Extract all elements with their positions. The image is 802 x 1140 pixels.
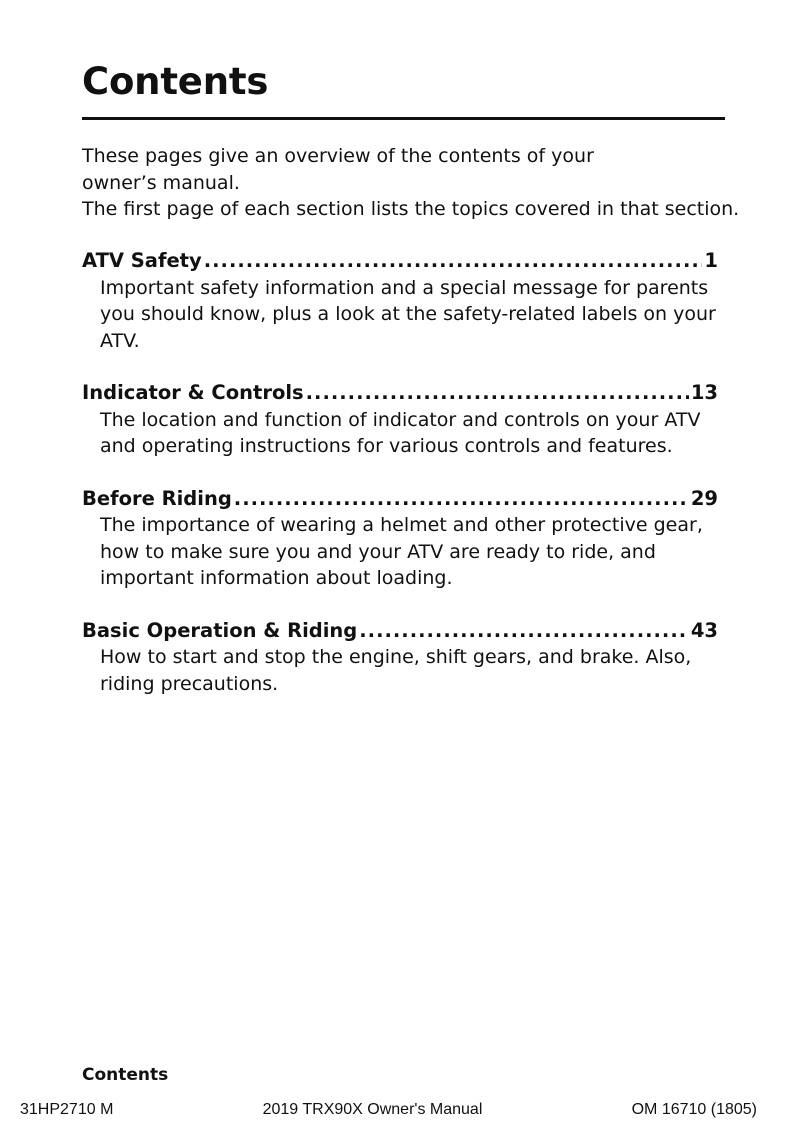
toc-page-number[interactable]: 29 [690,486,718,510]
toc-heading[interactable]: Basic Operation & Riding [82,618,358,642]
intro-text [82,143,742,223]
intro-line-1: These pages give an overview of the contents of your owner’s manual. [82,145,594,194]
title-divider [82,117,725,120]
toc-description: How to start and stop the engine, shift gears, and brake. Also, riding precautions. [100,646,692,695]
toc-entry-atv-safety[interactable] [82,248,722,354]
toc-heading[interactable]: Before Riding [82,486,232,510]
toc-heading-row[interactable] [82,248,718,275]
toc-page-number[interactable]: 13 [690,381,718,404]
toc-description: The importance of wearing a helmet and other protective gear, how to make sure you and your ATV are ready to ride, and important information about loading. [100,514,703,589]
footer-om-code: OM 16710 (1805) [631,1101,757,1118]
toc-heading-row[interactable] [82,380,718,407]
toc-page-number[interactable]: 43 [690,618,718,642]
toc-entry-basic-operation[interactable] [82,618,722,698]
toc-heading-row[interactable] [82,618,718,645]
page-title: Contents [82,60,269,103]
toc-description: Important safety information and a special message for parents you should know, plus a look at the safety-related labels on your ATV. [100,276,716,352]
footer-part-number: 31HP2710 M [20,1101,114,1118]
dot-leader [204,248,703,275]
intro-line-2: The first page of each section lists the topics covered in that section. [82,198,740,220]
footer-manual-title: 2019 TRX90X Owner's Manual [262,1101,483,1118]
dot-leader [306,380,689,407]
dot-leader [359,618,689,645]
section-footer-label: Contents [82,1065,169,1085]
toc-entry-before-riding[interactable] [82,486,722,592]
document-footer [20,1101,757,1119]
toc-description: The location and function of indicator and controls on your ATV and operating instructions for various controls and features. [100,408,701,457]
toc-heading[interactable]: ATV Safety [82,249,202,272]
toc-entry-indicator-controls[interactable] [82,380,722,460]
toc-page-number[interactable]: 1 [704,249,718,272]
table-of-contents [82,248,722,723]
toc-heading-row[interactable] [82,486,718,513]
toc-heading[interactable]: Indicator & Controls [82,381,304,404]
dot-leader [234,486,689,513]
